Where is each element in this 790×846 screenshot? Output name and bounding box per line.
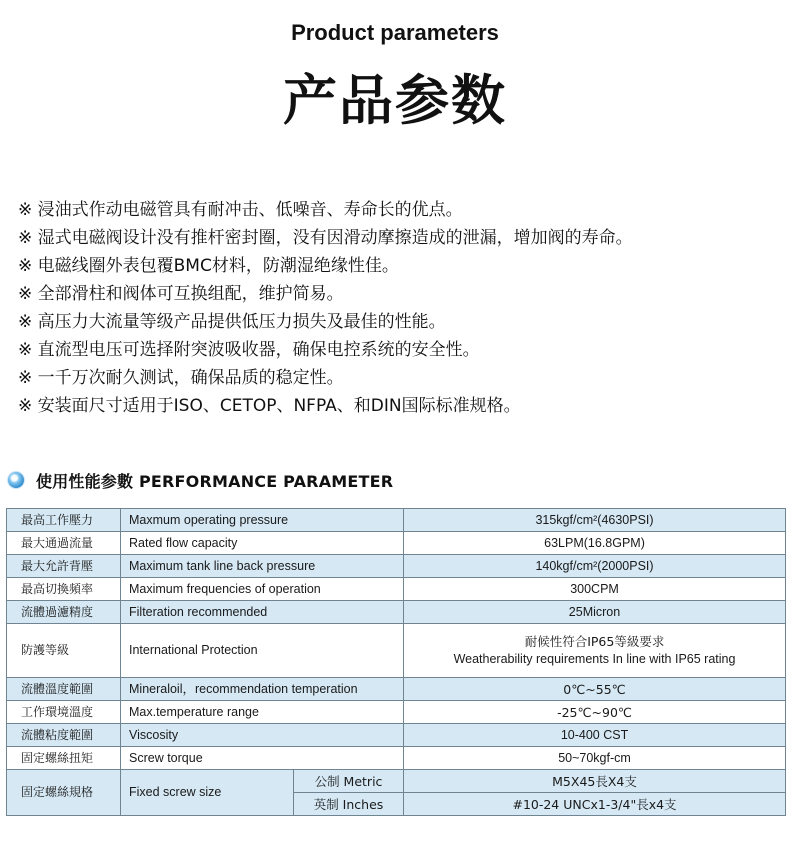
param-name-cn: 流體溫度範圍 (7, 678, 121, 701)
table-row (7, 555, 786, 578)
param-name-cn: 最大通過流量 (7, 532, 121, 555)
param-name-cn: 最高切換頻率 (7, 578, 121, 601)
param-name-en: Viscosity (121, 724, 404, 747)
param-name-cn: 防護等級 (7, 624, 121, 678)
table-row (7, 678, 786, 701)
section-header (8, 466, 393, 494)
feature-item: ※ 湿式电磁阀设计没有推杆密封圈，没有因滑动摩擦造成的泄漏，增加阀的寿命。 (18, 228, 633, 248)
feature-item: ※ 直流型电压可选择附突波吸收器，确保电控系统的安全性。 (18, 340, 480, 360)
feature-list (18, 196, 633, 420)
param-name-en: Rated flow capacity (121, 532, 404, 555)
param-name-cn: 固定螺絲規格 (7, 770, 121, 816)
feature-item: ※ 电磁线圈外表包覆BMC材料，防潮湿绝缘性佳。 (18, 256, 399, 276)
param-name-cn: 最高工作壓力 (7, 509, 121, 532)
param-value: 140kgf/cm²(2000PSI) (404, 555, 786, 578)
param-value-line-en: Weatherability requirements In line with IP65 rating (453, 652, 736, 666)
feature-item: ※ 全部滑柱和阀体可互换组配，维护简易。 (18, 284, 344, 304)
table-row (7, 747, 786, 770)
param-name-en: Screw torque (121, 747, 404, 770)
param-name-cn: 流體過濾精度 (7, 601, 121, 624)
title-chinese: 产品参数 (283, 69, 507, 132)
table-row (7, 624, 786, 678)
metric-value: M5X45長X4支 (404, 770, 786, 793)
param-name-en: Maxmum operating pressure (121, 509, 404, 532)
feature-item: ※ 浸油式作动电磁管具有耐冲击、低噪音、寿命长的优点。 (18, 200, 463, 220)
feature-item: ※ 安装面尺寸适用于ISO、CETOP、NFPA、和DIN国际标准规格。 (18, 396, 521, 416)
param-value: 10-400 CST (404, 724, 786, 747)
table-row (7, 509, 786, 532)
table-row (7, 701, 786, 724)
param-name-en: Fixed screw size (121, 770, 294, 816)
param-name-cn: 流體粘度範圍 (7, 724, 121, 747)
param-name-en: Mineraloil，recommendation temperation (121, 678, 404, 701)
table-row (7, 578, 786, 601)
feature-item: ※ 一千万次耐久测试，确保品质的稳定性。 (18, 368, 344, 388)
param-name-en: Maximum tank line back pressure (121, 555, 404, 578)
param-name-en: International Protection (121, 624, 404, 678)
param-value: 300CPM (404, 578, 786, 601)
param-name-cn: 工作環境溫度 (7, 701, 121, 724)
performance-table (6, 508, 786, 816)
param-name-en: Filteration recommended (121, 601, 404, 624)
param-value: -25℃~90℃ (404, 701, 786, 724)
param-name-en: Maximum frequencies of operation (121, 578, 404, 601)
param-name-cn: 固定螺絲扭矩 (7, 747, 121, 770)
section-title: 使用性能参數 PERFORMANCE PARAMETER (36, 471, 394, 491)
param-value: 63LPM(16.8GPM) (404, 532, 786, 555)
title-english: Product parameters (291, 20, 499, 45)
feature-item: ※ 高压力大流量等级产品提供低压力损失及最佳的性能。 (18, 312, 446, 332)
table-row (7, 724, 786, 747)
param-value: 25Micron (404, 601, 786, 624)
metric-label: 公制 Metric (294, 770, 404, 793)
param-value: 50~70kgf-cm (404, 747, 786, 770)
param-name-en: Max.temperature range (121, 701, 404, 724)
param-name-cn: 最大允許背壓 (7, 555, 121, 578)
param-value: 315kgf/cm²(4630PSI) (404, 509, 786, 532)
param-value-line-cn: 耐候性符合IP65等級要求 (524, 634, 665, 649)
table-row (7, 532, 786, 555)
table-row (7, 601, 786, 624)
circle-bullet-icon (8, 472, 24, 488)
inch-label: 英制 Inches (294, 793, 404, 816)
table-row (7, 770, 786, 793)
param-value (404, 624, 786, 678)
inch-value: #10-24 UNCx1-3/4"長x4支 (404, 793, 786, 816)
param-value: 0℃~55℃ (404, 678, 786, 701)
